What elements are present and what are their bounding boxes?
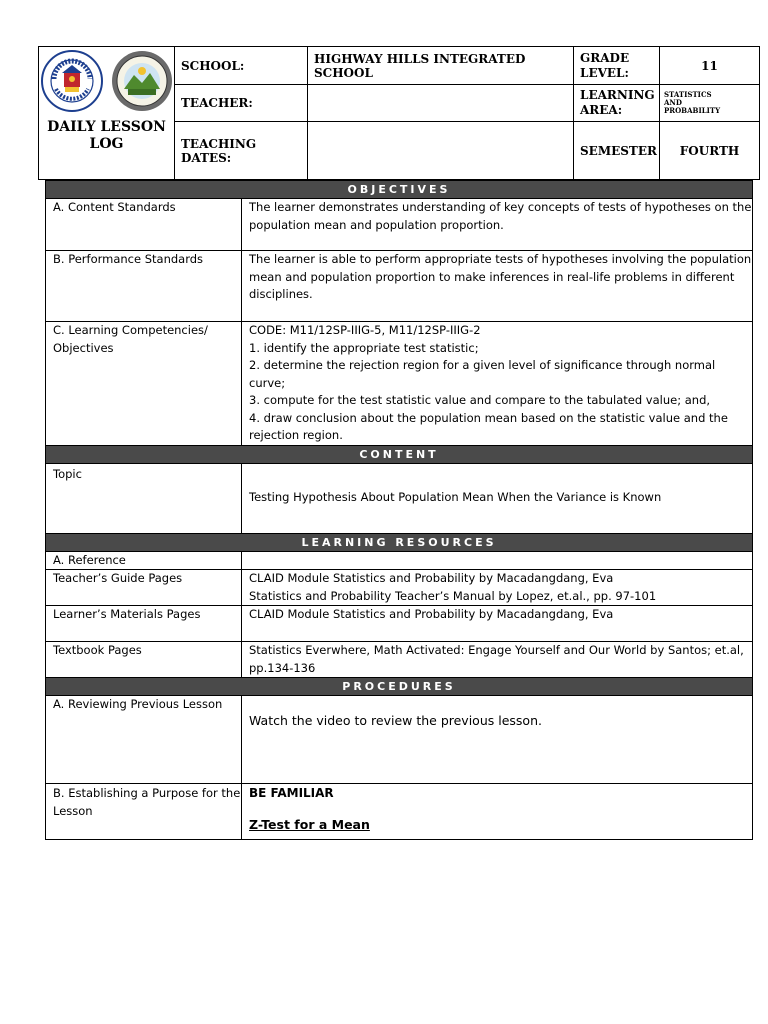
topic-text: Testing Hypothesis About Population Mean When the Variance is Known xyxy=(242,463,753,533)
competency-item: 4. draw conclusion about the population mean based on the statistic value and the rejection region. xyxy=(249,410,728,442)
competency-item: 3. compute for the test statistic value and compare to the tabulated value; and, xyxy=(249,393,711,407)
tg-text xyxy=(242,570,753,606)
review-label: A. Reviewing Previous Lesson xyxy=(46,696,242,784)
tg-label: Teacher’s Guide Pages xyxy=(46,570,242,606)
tb-text: Statistics Everwhere, Math Activated: Engage Yourself and Our World by Santos; et.al, pp.134-136 xyxy=(242,642,753,678)
grade-label-line1: GRADE xyxy=(580,50,630,65)
area-label xyxy=(574,85,660,122)
grade-label-line2: LEVEL: xyxy=(580,65,629,80)
review-text xyxy=(242,696,753,784)
grade-value: 11 xyxy=(660,47,760,85)
competencies-text xyxy=(242,322,753,446)
dll-title-line2: LOG xyxy=(89,136,124,152)
performance-standards-text: The learner is able to perform appropriate tests of hypotheses involving the population mean and population proportion to make inferences in real-life problems in different disciplines. xyxy=(242,251,753,322)
teacher-value xyxy=(308,85,574,122)
competency-item: 1. identify the appropriate test statistic; xyxy=(249,340,479,355)
area-label-line2: AREA: xyxy=(580,103,623,117)
purpose-heading: BE FAMILIAR xyxy=(249,786,334,800)
section-procedures: PROCEDURES xyxy=(46,678,753,696)
school-value: HIGHWAY HILLS INTEGRATED SCHOOL xyxy=(308,47,574,85)
school-seal-icon xyxy=(110,49,174,113)
deped-seal-icon xyxy=(40,49,104,113)
area-value-line2: AND xyxy=(664,98,682,107)
grade-label xyxy=(574,47,660,85)
reference-value xyxy=(242,551,753,570)
area-value xyxy=(660,85,760,122)
area-value-line1: STATISTICS xyxy=(664,90,712,99)
purpose-subheading: Z-Test for a Mean xyxy=(249,816,370,832)
header-table xyxy=(38,46,760,180)
competency-item: 2. determine the rejection region for a given level of significance through normal curve; xyxy=(249,358,716,390)
logo-cell xyxy=(39,47,175,180)
purpose-text xyxy=(242,784,753,840)
competencies-label xyxy=(46,322,242,446)
competencies-label-line1: C. Learning Competencies/ xyxy=(53,323,208,337)
review-text-content: Watch the video to review the previous lesson. xyxy=(249,713,542,728)
lm-label: Learner’s Materials Pages xyxy=(46,606,242,642)
performance-standards-label: B. Performance Standards xyxy=(46,251,242,322)
lesson-table xyxy=(45,180,753,840)
school-label: SCHOOL: xyxy=(175,47,308,85)
dates-label: TEACHING DATES: xyxy=(175,122,308,180)
lm-text: CLAID Module Statistics and Probability by Macadangdang, Eva xyxy=(242,606,753,642)
semester-value: FOURTH xyxy=(660,122,760,180)
tg-line2: Statistics and Probability Teacher’s Manual by Lopez, et.al., pp. 97-101 xyxy=(249,588,657,603)
competencies-label-line2: Objectives xyxy=(53,340,114,355)
purpose-label: B. Establishing a Purpose for the Lesson xyxy=(46,784,242,840)
area-label-line1: LEARNING xyxy=(580,88,655,102)
content-standards-label: A. Content Standards xyxy=(46,199,242,251)
competencies-code: CODE: M11/12SP-IIIG-5, M11/12SP-IIIG-2 xyxy=(249,323,481,337)
content-standards-text: The learner demonstrates understanding of key concepts of tests of hypotheses on the population mean and population proportion. xyxy=(242,199,753,251)
tg-line1: CLAID Module Statistics and Probability by Macadangdang, Eva xyxy=(249,571,614,585)
area-value-line3: PROBABILITY xyxy=(664,106,721,115)
section-resources: LEARNING RESOURCES xyxy=(46,533,753,551)
dates-value xyxy=(308,122,574,180)
section-objectives: OBJECTIVES xyxy=(46,181,753,199)
section-content: CONTENT xyxy=(46,445,753,463)
topic-label: Topic xyxy=(46,463,242,533)
semester-label: SEMESTER xyxy=(574,122,660,180)
reference-label: A. Reference xyxy=(46,551,242,570)
teacher-label: TEACHER: xyxy=(175,85,308,122)
dll-title-line1: DAILY LESSON xyxy=(47,119,166,135)
tb-label: Textbook Pages xyxy=(46,642,242,678)
